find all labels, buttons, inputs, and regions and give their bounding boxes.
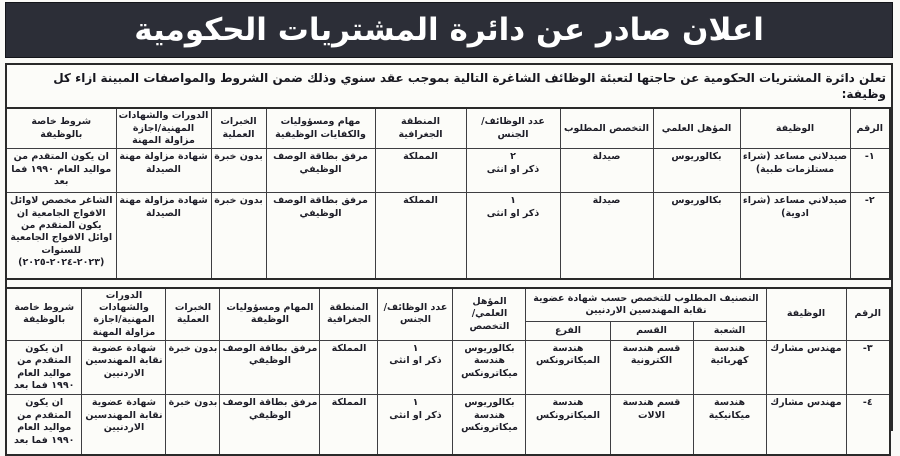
table-row [6, 395, 890, 455]
col-header-num: الرقم [850, 108, 890, 149]
cell-region: المملكة [375, 149, 466, 193]
cell-gender: ذكر او انثى [486, 207, 540, 219]
col-header-specialty: التخصص المطلوب [560, 108, 653, 149]
col-header-region: المنطقة الجغرافية [375, 108, 466, 149]
col-header-count-gender: عدد الوظائف/الجنس [466, 108, 560, 149]
cell-conditions: ان يكون المتقدم من مواليد العام ١٩٩٠ فما بعد [6, 395, 82, 455]
cell-count-gender [466, 149, 560, 193]
cell-count: ١ [412, 397, 419, 409]
col-header-num: الرقم [846, 288, 890, 341]
table-row [6, 341, 890, 395]
cell-degree: بكالوريوس [653, 149, 740, 193]
col-header-department: القسم [610, 322, 693, 341]
col-header-subbranch: الفرع [526, 322, 610, 341]
col-header-degree: المؤهل العلمي/ التخصص [453, 288, 526, 341]
cell-subbranch: هندسة الميكاترونكس [526, 395, 610, 455]
cell-certs: شهادة مزاولة مهنة الصيدلة [116, 149, 211, 193]
vacancies-table-pharmacy [5, 107, 891, 280]
col-header-count-gender: عدد الوظائف/ الجنس [378, 288, 453, 341]
cell-duties: مرفق بطاقة الوصف الوظيفي [266, 193, 375, 279]
cell-count: ١ [510, 195, 516, 207]
col-header-region: المنطقة الجغرافية [320, 288, 378, 341]
cell-num: ٣- [846, 341, 890, 395]
cell-experience: بدون خبرة [211, 193, 266, 279]
vacancies-table-engineering [5, 287, 891, 456]
col-header-experience: الخبرات العملية [166, 288, 220, 341]
col-header-experience: الخبرات العملية [211, 108, 266, 149]
cell-certs: شهادة مزاولة مهنة الصيدلة [116, 193, 211, 279]
cell-count: ١ [412, 343, 419, 355]
cell-conditions: الشاغر مخصص لاوائل الافواج الجامعية ان يكون المتقدم من اوائل الافواج الجامعية للسنوات (٢٠٢٣-٢٠٢٤-٢٠٢٥) [6, 193, 116, 279]
cell-duties: مرفق بطاقة الوصف الوظيفي [220, 395, 320, 455]
announcement-title: اعلان صادر عن دائرة المشتريات الحكومية [134, 12, 764, 48]
cell-count-gender [378, 395, 453, 455]
cell-duties: مرفق بطاقة الوصف الوظيفي [266, 149, 375, 193]
cell-count: ٢ [510, 151, 516, 163]
col-header-degree: المؤهل العلمي [653, 108, 740, 149]
col-header-duties: مهام ومسؤوليات والكفايات الوظيفية [266, 108, 375, 149]
cell-branch: هندسة ميكانيكية [693, 395, 766, 455]
cell-branch: هندسة كهربائية [693, 341, 766, 395]
cell-experience: بدون خبرة [166, 341, 220, 395]
cell-job: صيدلاني مساعد (شراء ادوية) [740, 193, 850, 279]
cell-region: المملكة [320, 395, 378, 455]
cell-specialty: صيدلة [560, 149, 653, 193]
cell-degree: بكالوريوس هندسة ميكاترونكس [453, 395, 526, 455]
col-header-certs: الدورات والشهادات المهنية/اجازة مزاولة المهنة [116, 108, 211, 149]
col-header-classification-group: التصنيف المطلوب للتخصص حسب شهادة عضوية نقابة المهندسين الاردنيين [526, 288, 766, 322]
cell-conditions: ان يكون المتقدم من مواليد العام ١٩٩٠ فما بعد [6, 149, 116, 193]
col-header-conditions: شروط خاصة بالوظيفة [6, 288, 82, 341]
cell-region: المملكة [320, 341, 378, 395]
col-header-duties: المهام ومسؤوليات الوظيفة [220, 288, 320, 341]
table-row [6, 149, 890, 193]
cell-job: مهندس مشارك [766, 395, 846, 455]
cell-num: ٤- [846, 395, 890, 455]
cell-experience: بدون خبرة [166, 395, 220, 455]
cell-degree: بكالوريوس [653, 193, 740, 279]
cell-count-gender [466, 193, 560, 279]
cell-department: قسم هندسة الكترونية [610, 341, 693, 395]
cell-job: صيدلاني مساعد (شراء مستلزمات طبية) [740, 149, 850, 193]
cell-num: ٢- [850, 193, 890, 279]
table-row [6, 193, 890, 279]
col-header-job: الوظيفة [740, 108, 850, 149]
cell-gender: ذكر او انثى [389, 409, 442, 421]
cell-job: مهندس مشارك [766, 341, 846, 395]
cell-conditions: ان يكون المتقدم من مواليد العام ١٩٩٠ فما بعد [6, 341, 82, 395]
cell-region: المملكة [375, 193, 466, 279]
cell-certs: شهادة عضوية نقابة المهندسين الاردنيين [82, 395, 166, 455]
col-header-conditions: شروط خاصة بالوظيفة [6, 108, 116, 149]
cell-count-gender [378, 341, 453, 395]
cell-gender: ذكر او انثى [486, 163, 540, 175]
announcement-banner [5, 2, 893, 58]
cell-num: ١- [850, 149, 890, 193]
cell-certs: شهادة عضوية نقابة المهندسين الاردنيين [82, 341, 166, 395]
cell-gender: ذكر او انثى [389, 355, 442, 367]
col-header-branch: الشعبة [693, 322, 766, 341]
col-header-job: الوظيفة [766, 288, 846, 341]
intro-text: تعلن دائرة المشتريات الحكومية عن حاجتها لتعبئة الوظائف الشاغرة التالية بموجب عقد سنوي وذلك ضمن الشروط والمواصفات المبينة ازاء كل وظيفة: [53, 71, 886, 101]
cell-experience: بدون خبرة [211, 149, 266, 193]
cell-degree: بكالوريوس هندسة ميكاترونكس [453, 341, 526, 395]
cell-department: قسم هندسة الالات [610, 395, 693, 455]
cell-duties: مرفق بطاقة الوصف الوظيفي [220, 341, 320, 395]
announcement-body [5, 63, 893, 446]
cell-specialty: صيدلة [560, 193, 653, 279]
col-header-certs: الدورات والشهادات المهنية/اجازة مزاولة المهنة [82, 288, 166, 341]
cell-subbranch: هندسة الميكاترونكس [526, 341, 610, 395]
